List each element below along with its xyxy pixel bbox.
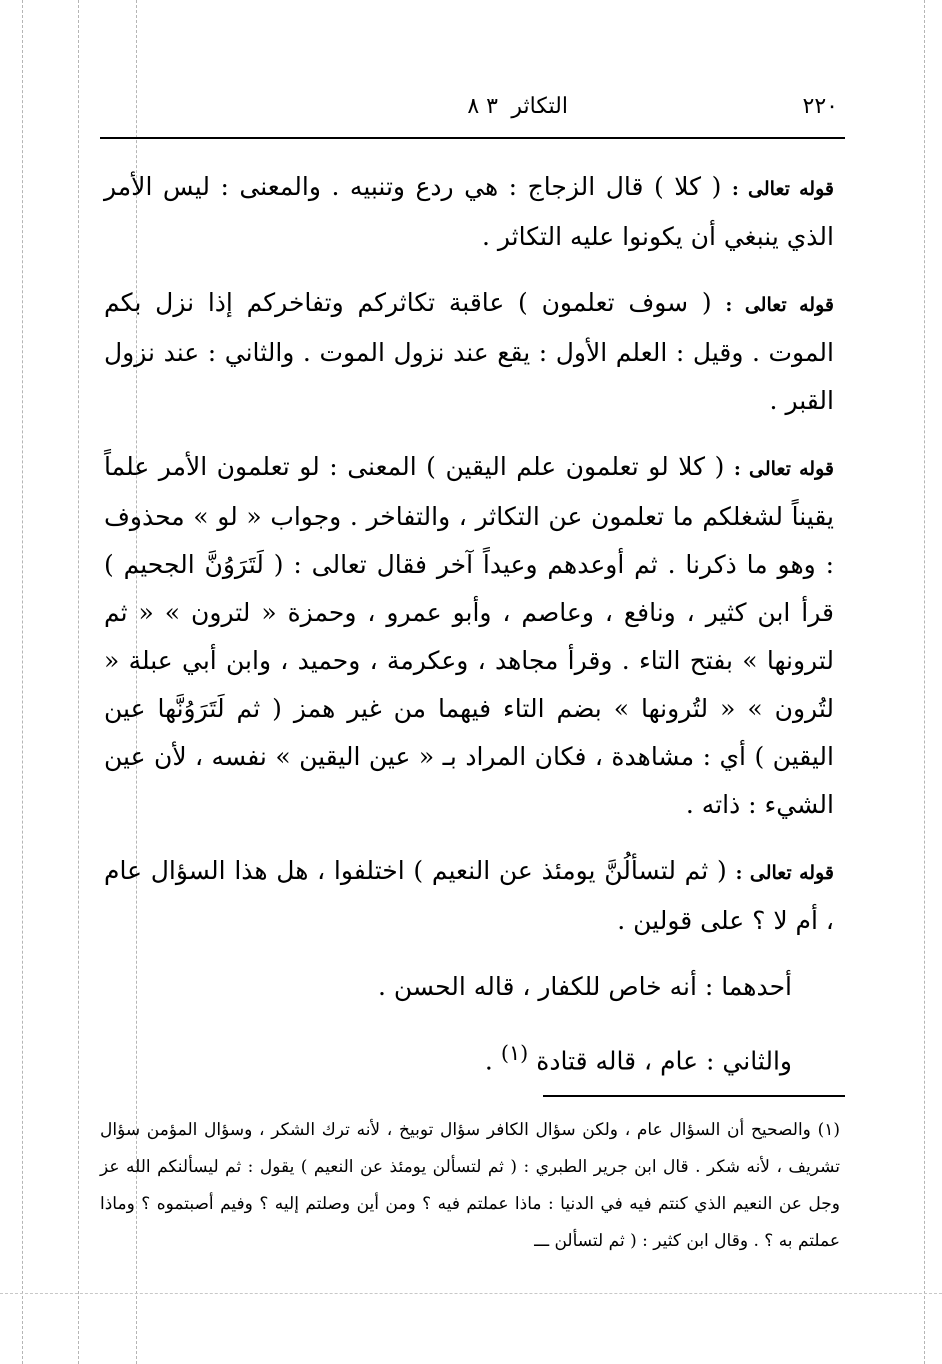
paragraph-text: ( كلا لو تعلمون علم اليقين ) المعنى : لو تعلمون الأمر علماً يقيناً لشغلكم ما تعلمون عن التكاثر ، والتفاخر . وجواب « لو » محذوف : وهو ما ذكرنا . ثم أوعدهم وعيداً آخر فقال تعالى : ( لَتَرَوُنَّ الجحيم ) قرأ ابن كثير ، ونافع ، وعاصم ، وأبو عمرو ، وحمزة « لترون » « ثم لترونها » بفتح التاء . وقرأ مجاهد ، وعكرمة ، وحميد ، وابن أبي عبلة « لتُرون » « لتُرونها » بضم التاء فيهما من غير همز ( ثم لَتَرَوُنَّها عين اليقين ) أي : مشاهدة ، فكان المراد بـ « عين اليقين » نفسه ، لأن عين الشيء : ذاته . [104, 452, 834, 819]
page-header [100, 94, 838, 134]
verse-label: قوله تعالى : [725, 294, 834, 316]
paragraph-text: ( ثم لتسألُنَّ يومئذ عن النعيم ) اختلفوا ، هل هذا السؤال عام ، أم لا ؟ على قولين . [104, 856, 834, 935]
paragraph-text: أحدهما : أنه خاص للكفار ، قاله الحسن . [377, 972, 792, 1001]
footnote-text: والصحيح أن السؤال عام ، ولكن سؤال الكافر سؤال توبيخ ، لأنه ترك الشكر ، وسؤال المؤمن سؤال تشريف ، لأنه شكر . قال ابن جرير الطبري : ( ثم لتسألن يومئذ عن النعيم ) يقول : ثم ليسألنكم الله عز وجل عن النعيم الذي كنتم فيه في الدنيا : ماذا عملتم فيه ؟ ومن أين وصلتم إليه ؟ وفيم أصبتموه ؟ وماذا عملتم به ؟ . وقال ابن كثير : ( ثم لتسألن ـــ [100, 1120, 840, 1251]
paragraph-text: والثاني : عام ، قاله قتادة [536, 1046, 792, 1076]
paragraph [104, 847, 834, 945]
paragraph [104, 279, 834, 425]
paragraph [104, 963, 834, 1011]
header-rule [100, 137, 845, 139]
footnote [100, 1112, 840, 1260]
paragraph [104, 443, 834, 829]
paragraph [104, 163, 834, 261]
scan-guide-line [924, 0, 925, 1364]
scan-guide-line [78, 0, 79, 1364]
footnote-reference: (١) [500, 1041, 529, 1065]
paragraph-text: ( سوف تعلمون ) عاقبة تكاثركم وتفاخركم إذا نزل بكم الموت . وقيل : العلم الأول : يقع عند نزول الموت . والثاني : عند نزول القبر . [104, 288, 834, 415]
footnote-marker: (١) [817, 1120, 840, 1140]
verse-label: قوله تعالى : [731, 178, 834, 200]
surah-title: التكاثر [511, 94, 568, 119]
footnote-rule [543, 1095, 845, 1097]
verse-label: قوله تعالى : [733, 458, 834, 480]
scan-guide-line [22, 0, 23, 1364]
scan-guide-line [0, 1293, 942, 1294]
page-number: ٢٢٠ [802, 94, 838, 119]
verse-label: قوله تعالى : [735, 862, 834, 884]
paragraph-text: ( كلا ) قال الزجاج : هي ردع وتنبيه . والمعنى : ليس الأمر الذي ينبغي أن يكونوا عليه التكاثر . [104, 172, 834, 251]
body-text [104, 163, 834, 1103]
verse-range: ٣ ٨ [467, 94, 498, 119]
paragraph: والثاني : عام ، قاله قتادة $^{(١)}$ . [484, 1041, 792, 1076]
